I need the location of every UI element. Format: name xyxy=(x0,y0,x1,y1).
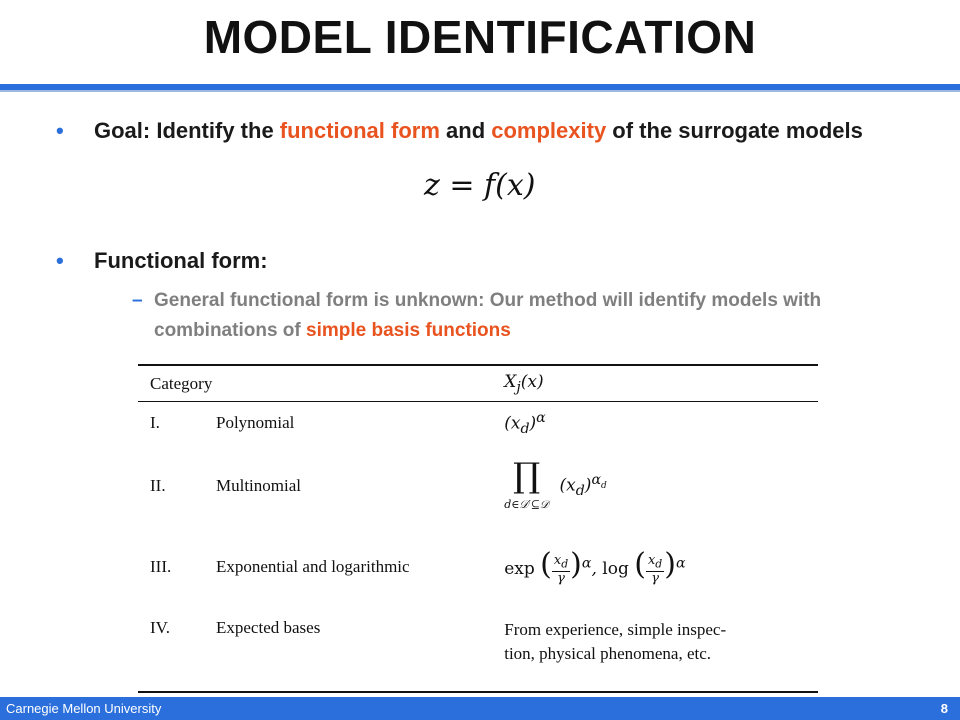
goal-text xyxy=(94,114,916,148)
sub-bullet-dash: – xyxy=(132,290,143,311)
footer-university: Carnegie Mellon University xyxy=(6,701,162,716)
row-category: Multinomial xyxy=(216,475,301,495)
table-row xyxy=(138,402,818,444)
footer-bar xyxy=(0,697,960,720)
equation: z = f(x) xyxy=(424,168,536,203)
table-row xyxy=(138,444,818,528)
header-sub-j: j xyxy=(516,379,521,396)
product-symbol: ∏ xyxy=(512,455,540,496)
highlight-simple-basis: simple basis functions xyxy=(306,320,511,341)
functional-form-heading: Functional form: xyxy=(94,248,268,273)
sub-text-part: General functional form is unknown: Our method will identify models with combinations of xyxy=(154,290,822,341)
header-category: Category xyxy=(138,365,492,402)
basis-table xyxy=(138,364,818,693)
header-x: X xyxy=(504,372,517,392)
row-number: III. xyxy=(150,556,172,576)
slide-title: MODEL IDENTIFICATION xyxy=(203,11,757,63)
header-arg: (x) xyxy=(520,372,544,392)
sub-bullet-text xyxy=(154,286,852,346)
row-number: I. xyxy=(150,413,160,433)
row-category: Polynomial xyxy=(216,413,295,433)
table-row xyxy=(138,606,818,692)
row-expression: exp ( $\frac{x_d}{\gamma}$ )$^\alpha$, log ( $\frac{x_d}{\gamma}$ )$^\alpha$ xyxy=(504,547,686,587)
table-header-row xyxy=(138,365,818,402)
title-underline-shadow xyxy=(0,90,960,92)
row-number: IV. xyxy=(138,606,204,692)
sub-bullet xyxy=(132,286,852,346)
row-expression: ∏ d∈𝒟′⊆𝒟 $(x_d)^{\alpha_d}$ xyxy=(504,455,607,511)
functional-form-bullet xyxy=(56,244,916,278)
highlight-functional-form: functional form xyxy=(279,118,440,143)
goal-text-part: and xyxy=(439,118,492,143)
page-number: 8 xyxy=(940,701,948,716)
row-number: II. xyxy=(150,475,166,495)
row-category: Expected bases xyxy=(204,606,492,692)
goal-text-part: Goal: Identify the xyxy=(94,118,280,143)
row-category: Exponential and logarithmic xyxy=(216,556,410,576)
table-row xyxy=(138,528,818,606)
bullet-dot: • xyxy=(56,248,64,273)
row-expression: $(x_d)^\alpha$ xyxy=(504,409,546,437)
bullet-dot: • xyxy=(56,118,64,143)
expected-bases-line2: tion, physical phenomena, etc. xyxy=(504,643,712,663)
highlight-complexity: complexity xyxy=(491,118,607,143)
row-expression xyxy=(492,606,818,692)
expected-bases-line1: From experience, simple inspec- xyxy=(504,619,727,639)
goal-text-part: of the surrogate models xyxy=(606,118,863,143)
goal-bullet xyxy=(56,114,916,148)
header-xj xyxy=(492,365,818,402)
